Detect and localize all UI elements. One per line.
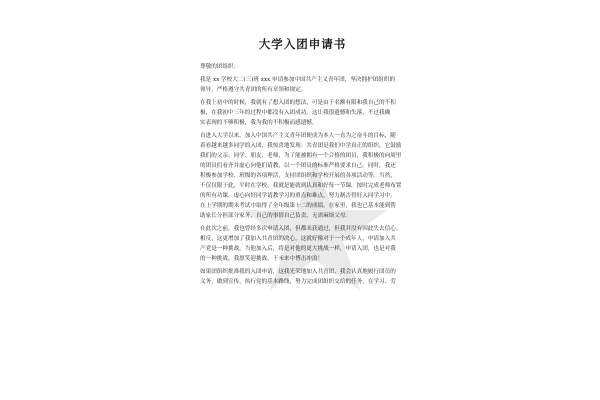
paragraph-1	[200, 75, 405, 95]
paragraph-line: 在我上初中的时候，我就有了想入团的想法，可是由于名额有限和我自己的不积	[200, 100, 396, 106]
paragraph-line: 的团员们看齐并虚心向他们请教，以一个团员的标准严格要求自己。同时，我还	[200, 163, 396, 169]
paragraph-5	[200, 267, 405, 287]
salutation: 尊敬的团组织：	[200, 64, 240, 70]
paragraph-line: 自进入大学以来，加入中国共产主义青年团便成为本人一直为之奋斗的目标，随	[200, 133, 396, 139]
paragraph-line: 实表现的不够积极，我为我的不积极而感遗憾。	[200, 120, 318, 126]
paragraph-line: 的所有功课，虚心向好同学请教学习的重点和难点，努力制否得好入同学习中。	[200, 193, 396, 199]
paragraph-3	[200, 131, 405, 221]
paragraph-line: 极，在我初中三年的过程中都没有入团成功。这让我很遗憾和失落，不过我确	[200, 110, 391, 116]
page-title: 大学入团申请书	[258, 37, 347, 51]
paragraph-line: 领导，严格遵守共青团的所有章领和规定。	[200, 87, 307, 93]
paragraph-line: 在上学期的期末考试中取得了全年级第十二的成绩。在家里，我也已基本能到帮	[200, 203, 396, 209]
paragraph-line: 我是 xx 学校大二(三)班 xxx 申请参加中国共产主义青年团，坚决拥护团组织的	[200, 77, 396, 83]
paragraph-line: 着看越来越多同学的入团，我惊喜地发现：共青团是我们中学真正的组织，它鼓励	[200, 143, 402, 149]
paragraph-line: 如果团组织批准我的入团申请，这我光荣地加入共青团，我会认真地履行团员的	[200, 269, 396, 275]
paragraph-line: 相反，这更增加了我加入共青团的决心，这就好像对于一个成年人，申请加入共	[200, 236, 396, 242]
paragraph-2	[200, 98, 405, 128]
paragraph-line: 积极参加学校、班级的各项理活，支持团组织和学校开展的各项活动等。当然，	[200, 173, 396, 179]
paragraph-4	[200, 224, 405, 264]
paragraph-line: 义务，做到宣传，执行党的基本路线，努力完成团组织交给的任务，在学习、劳	[200, 279, 396, 285]
paragraph-line: 的一种挑战，我愿笑迎挑战，于未来中博击冲浪！	[200, 256, 324, 262]
paragraph-line: 助家长分担部分家务，自己的事情自己负责，无需麻烦父母。	[200, 213, 352, 219]
paragraph-line: 我们的父亲、同学、朋友、老师，为了能被拥有一个合格的团员，我积极的向周里	[200, 153, 402, 159]
document-body	[200, 36, 405, 290]
paragraph-line: 不仅仅限于此，平时在学校，我就是能就到认真和好每一节课，按时完成老师布置	[200, 183, 402, 189]
paragraph-line: 产党是一种挑战，当他加入后，将是对他的更大挑战一样，申请入团，也是对我	[200, 246, 396, 252]
paragraph-line: 在此次之前，我也曾经多次申请入团，但都未获通过，但我并没有因此失去信心。	[200, 226, 402, 232]
